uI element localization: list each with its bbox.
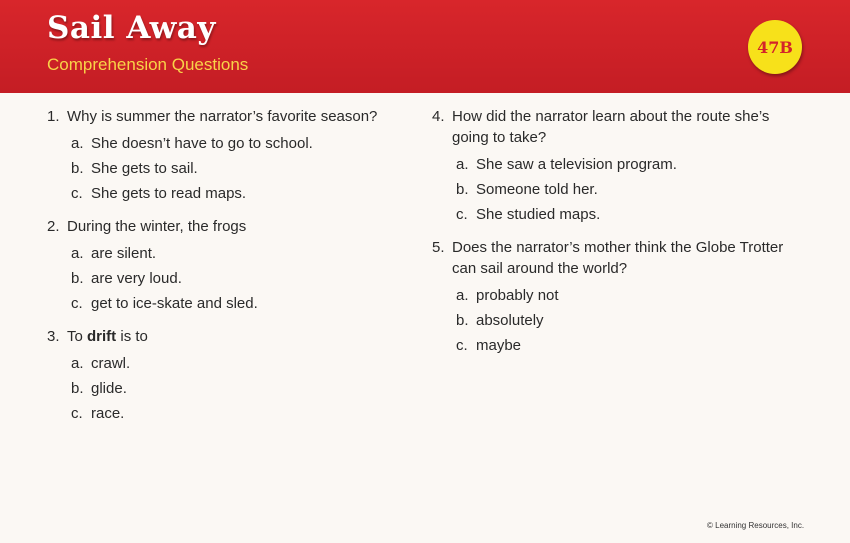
option-text: crawl. (91, 355, 131, 372)
question-text: Does the narrator’s mother think the Globe Trotter can sail around the world? (452, 239, 784, 277)
answer-option (47, 291, 407, 316)
option-letter: a. (71, 135, 84, 152)
answer-option (432, 152, 802, 177)
option-letter: a. (71, 355, 84, 372)
option-text: are silent. (91, 245, 157, 262)
option-text: get to ice-skate and sled. (91, 295, 258, 312)
option-letter: a. (456, 156, 469, 173)
option-text: are very loud. (91, 270, 182, 287)
answer-option (432, 333, 802, 358)
question-text (67, 326, 148, 347)
card-header (0, 0, 850, 93)
copyright-notice: © Learning Resources, Inc. (707, 521, 805, 530)
question-number: 4. (432, 108, 445, 125)
option-text: maybe (476, 337, 522, 354)
option-text: She gets to sail. (91, 160, 198, 177)
option-text: probably not (476, 287, 559, 304)
answer-option (47, 376, 407, 401)
card-number-badge (748, 20, 802, 74)
question-text: How did the narrator learn about the route she’s going to take? (452, 108, 770, 146)
question-2 (47, 216, 407, 316)
option-text: She gets to read maps. (91, 185, 247, 202)
question-text: Why is summer the narrator’s favorite season? (67, 108, 378, 125)
right-column (432, 106, 802, 368)
option-text: She saw a television program. (476, 156, 677, 173)
option-text: She doesn’t have to go to school. (91, 135, 313, 152)
question-text-part: is to (116, 328, 148, 345)
option-letter: a. (71, 245, 84, 262)
answer-option (47, 131, 407, 156)
question-text-part: To (67, 328, 88, 345)
question-number: 5. (432, 239, 445, 256)
option-letter: a. (456, 287, 469, 304)
question-number: 3. (47, 328, 60, 345)
card-number: 47B (757, 37, 793, 57)
answer-option (47, 401, 407, 426)
answer-option (432, 308, 802, 333)
option-text: She studied maps. (476, 206, 601, 223)
answer-option (47, 351, 407, 376)
question-number: 2. (47, 218, 60, 235)
card-title: Sail Away (47, 10, 216, 46)
question-5 (432, 237, 802, 358)
question-3 (47, 326, 407, 426)
option-letter: c. (456, 206, 468, 223)
answer-option (432, 177, 802, 202)
option-text: race. (91, 405, 125, 422)
option-letter: c. (456, 337, 468, 354)
question-text: During the winter, the frogs (67, 218, 247, 235)
option-letter: b. (71, 270, 84, 287)
option-letter: b. (456, 312, 469, 329)
option-letter: b. (71, 380, 84, 397)
option-text: absolutely (476, 312, 544, 329)
question-number: 1. (47, 108, 60, 125)
option-letter: c. (71, 405, 83, 422)
option-text: glide. (91, 380, 127, 397)
option-text: Someone told her. (476, 181, 598, 198)
option-letter: c. (71, 185, 83, 202)
answer-option (432, 202, 802, 227)
question-4 (432, 106, 802, 227)
option-letter: c. (71, 295, 83, 312)
answer-option (47, 156, 407, 181)
question-1 (47, 106, 407, 206)
answer-option (47, 266, 407, 291)
answer-option (432, 283, 802, 308)
vocabulary-word: drift (87, 328, 117, 345)
answer-option (47, 241, 407, 266)
option-letter: b. (456, 181, 469, 198)
left-column (47, 106, 407, 436)
card-subtitle: Comprehension Questions (47, 55, 249, 74)
option-letter: b. (71, 160, 84, 177)
answer-option (47, 181, 407, 206)
